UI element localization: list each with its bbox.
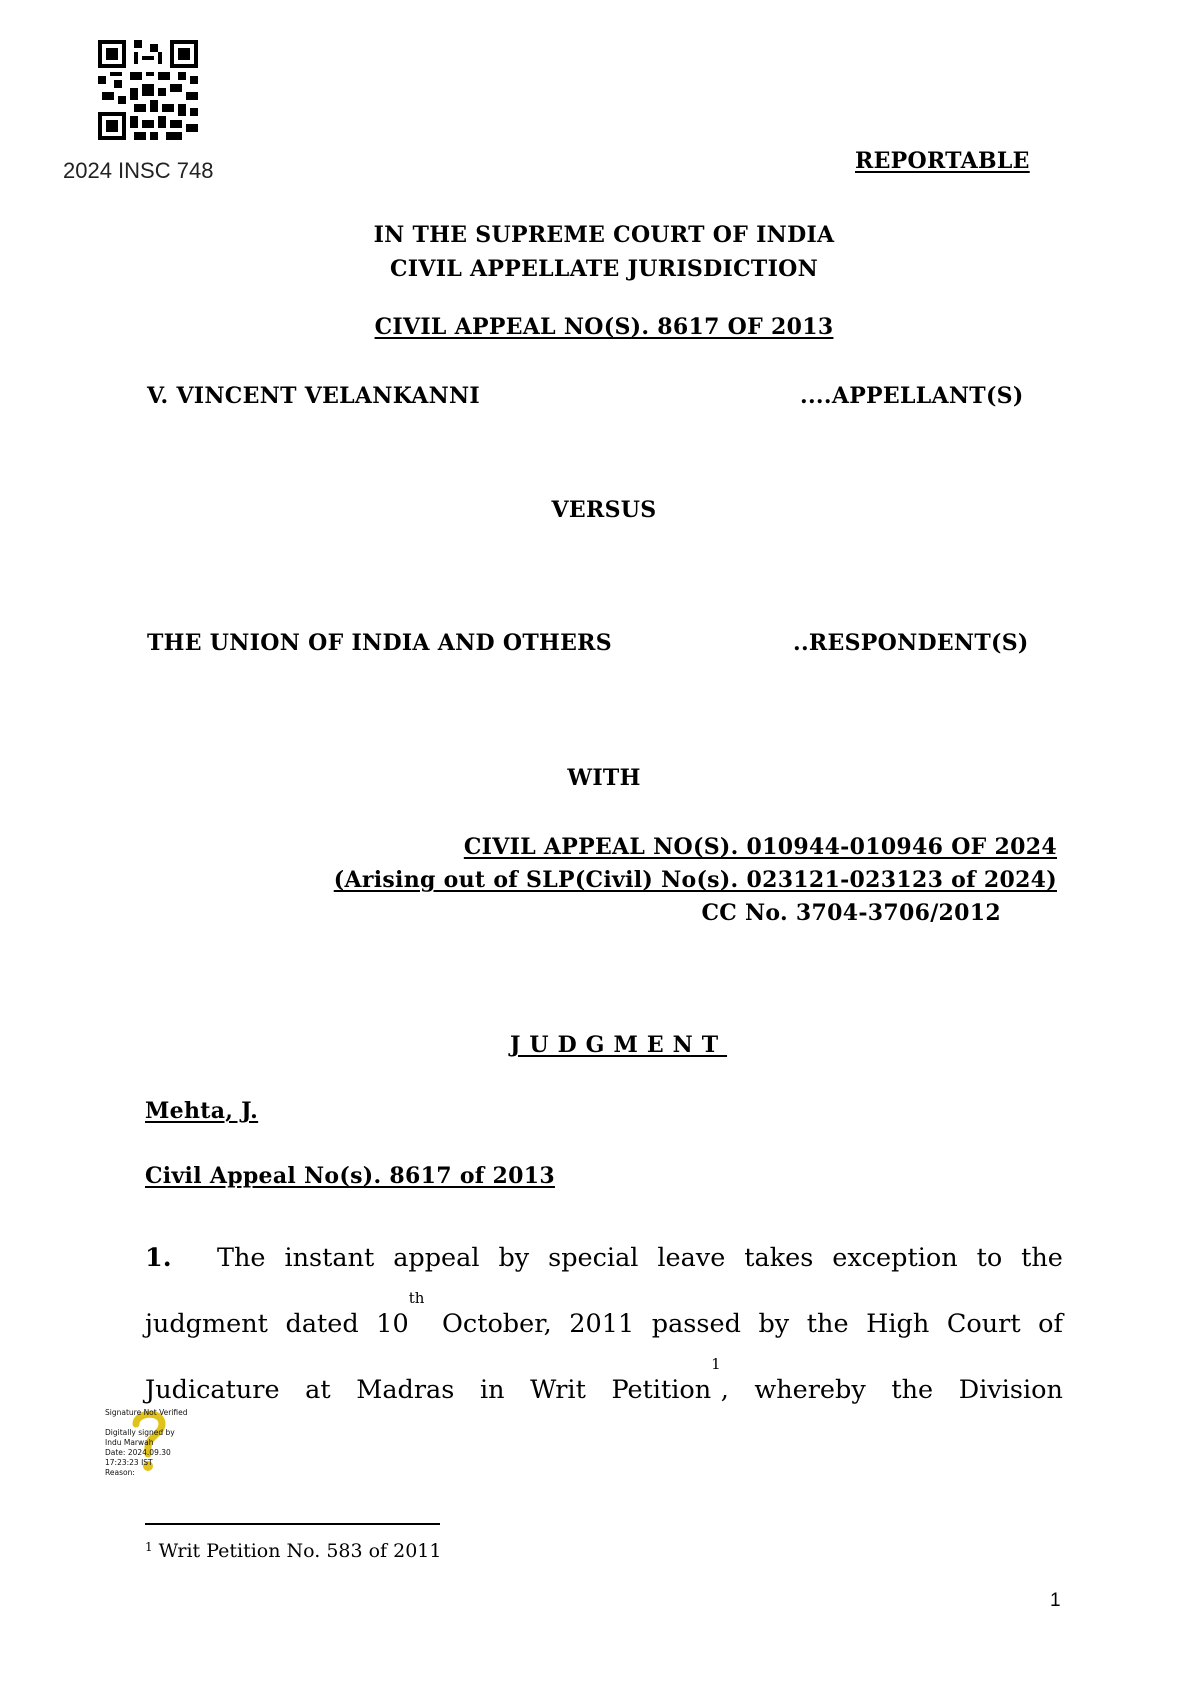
paragraph-word: High (866, 1309, 930, 1339)
paragraph-word: by (758, 1309, 790, 1339)
paragraph-word: dated (285, 1309, 359, 1339)
paragraph-word: Court (946, 1309, 1021, 1339)
connected-appeal-number: CIVIL APPEAL NO(S). 010944-010946 OF 2024 (463, 834, 1057, 860)
cc-number: CC No. 3704-3706/2012 (701, 900, 1001, 926)
digital-signature-stamp (103, 1408, 233, 1492)
paragraph-word: 2011 (569, 1309, 635, 1339)
paragraph-word: Madras (356, 1375, 455, 1405)
signature-signed-by: Digitally signed by (105, 1428, 175, 1437)
paragraph-word: October, (442, 1309, 552, 1339)
qr-code-icon (98, 40, 198, 140)
paragraph-line (145, 1291, 1063, 1357)
signature-time: 17:23:23 IST (105, 1458, 153, 1467)
footnote-marker: 1 (145, 1540, 153, 1554)
connected-appeal-block (334, 831, 1057, 930)
paragraph-line-lead (145, 1225, 217, 1291)
paragraph-word: whereby (754, 1375, 866, 1405)
paragraph-word: takes (744, 1243, 814, 1273)
signature-status: Signature Not Verified (105, 1408, 188, 1417)
court-heading (200, 218, 1008, 286)
paragraph-line-text (217, 1225, 1063, 1291)
respondent-role: ..RESPONDENT(S) (793, 630, 1029, 656)
paragraph-word: to (976, 1243, 1003, 1273)
appeal-number-heading (200, 314, 1008, 340)
paragraph-word: Writ (530, 1375, 586, 1405)
superscript: th (408, 1289, 425, 1307)
paragraph-word: of (1038, 1309, 1063, 1339)
signature-reason: Reason: (105, 1468, 135, 1477)
paragraph-word: exception (832, 1243, 958, 1273)
paragraph-line (145, 1357, 1063, 1423)
versus-label: VERSUS (551, 497, 657, 523)
with-label: WITH (567, 765, 641, 791)
appellant-name: V. VINCENT VELANKANNI (147, 383, 481, 409)
paragraph-word: Judicature (145, 1375, 280, 1405)
page-number: 1 (1050, 1590, 1061, 1611)
appeal-number: CIVIL APPEAL NO(S). 8617 OF 2013 (374, 314, 834, 340)
paragraph-word: at (305, 1375, 331, 1405)
paragraph-1 (145, 1225, 1063, 1423)
paragraph-word: leave (657, 1243, 726, 1273)
paragraph-word: special (548, 1243, 639, 1273)
judge-author: Mehta, J. (145, 1098, 259, 1124)
respondent-name: THE UNION OF INDIA AND OTHERS (147, 630, 612, 656)
paragraph-word: Petition$^1$, (611, 1355, 729, 1405)
paragraph-word: the (806, 1309, 849, 1339)
jurisdiction: CIVIL APPELLATE JURISDICTION (389, 256, 819, 282)
paragraph-word: instant (284, 1243, 375, 1273)
paragraph-word: by (498, 1243, 530, 1273)
paragraph-word: the (891, 1375, 934, 1405)
footnote (145, 1540, 441, 1562)
paragraph-word: 10th (376, 1289, 425, 1339)
judgment-title: JUDGMENT (510, 1032, 728, 1058)
reportable-label: REPORTABLE (855, 148, 1030, 174)
superscript: 1 (711, 1355, 721, 1373)
signature-signer: Indu Marwah (105, 1438, 154, 1447)
paragraph-word: The (217, 1243, 266, 1273)
paragraph-word: passed (651, 1309, 741, 1339)
paragraph-word: the (1021, 1243, 1063, 1273)
judgment-heading (200, 1032, 1200, 1058)
neutral-citation: 2024 INSC 748 (63, 158, 214, 183)
paragraph-word: Division (958, 1375, 1063, 1405)
appellant-role: ....APPELLANT(S) (800, 383, 1024, 409)
paragraph-line (145, 1225, 1063, 1291)
signature-date: Date: 2024.09.30 (105, 1448, 171, 1457)
footnote-divider (145, 1523, 440, 1525)
paragraph-word: appeal (393, 1243, 480, 1273)
court-name: IN THE SUPREME COURT OF INDIA (373, 222, 835, 248)
paragraph-number: 1. (145, 1243, 172, 1273)
arising-out-of: (Arising out of SLP(Civil) No(s). 023121-023123 of 2024) (333, 867, 1057, 893)
section-subheading: Civil Appeal No(s). 8617 of 2013 (145, 1163, 555, 1189)
paragraph-word: in (479, 1375, 505, 1405)
paragraph-word: judgment (145, 1309, 268, 1339)
footnote-text: Writ Petition No. 583 of 2011 (152, 1540, 442, 1562)
